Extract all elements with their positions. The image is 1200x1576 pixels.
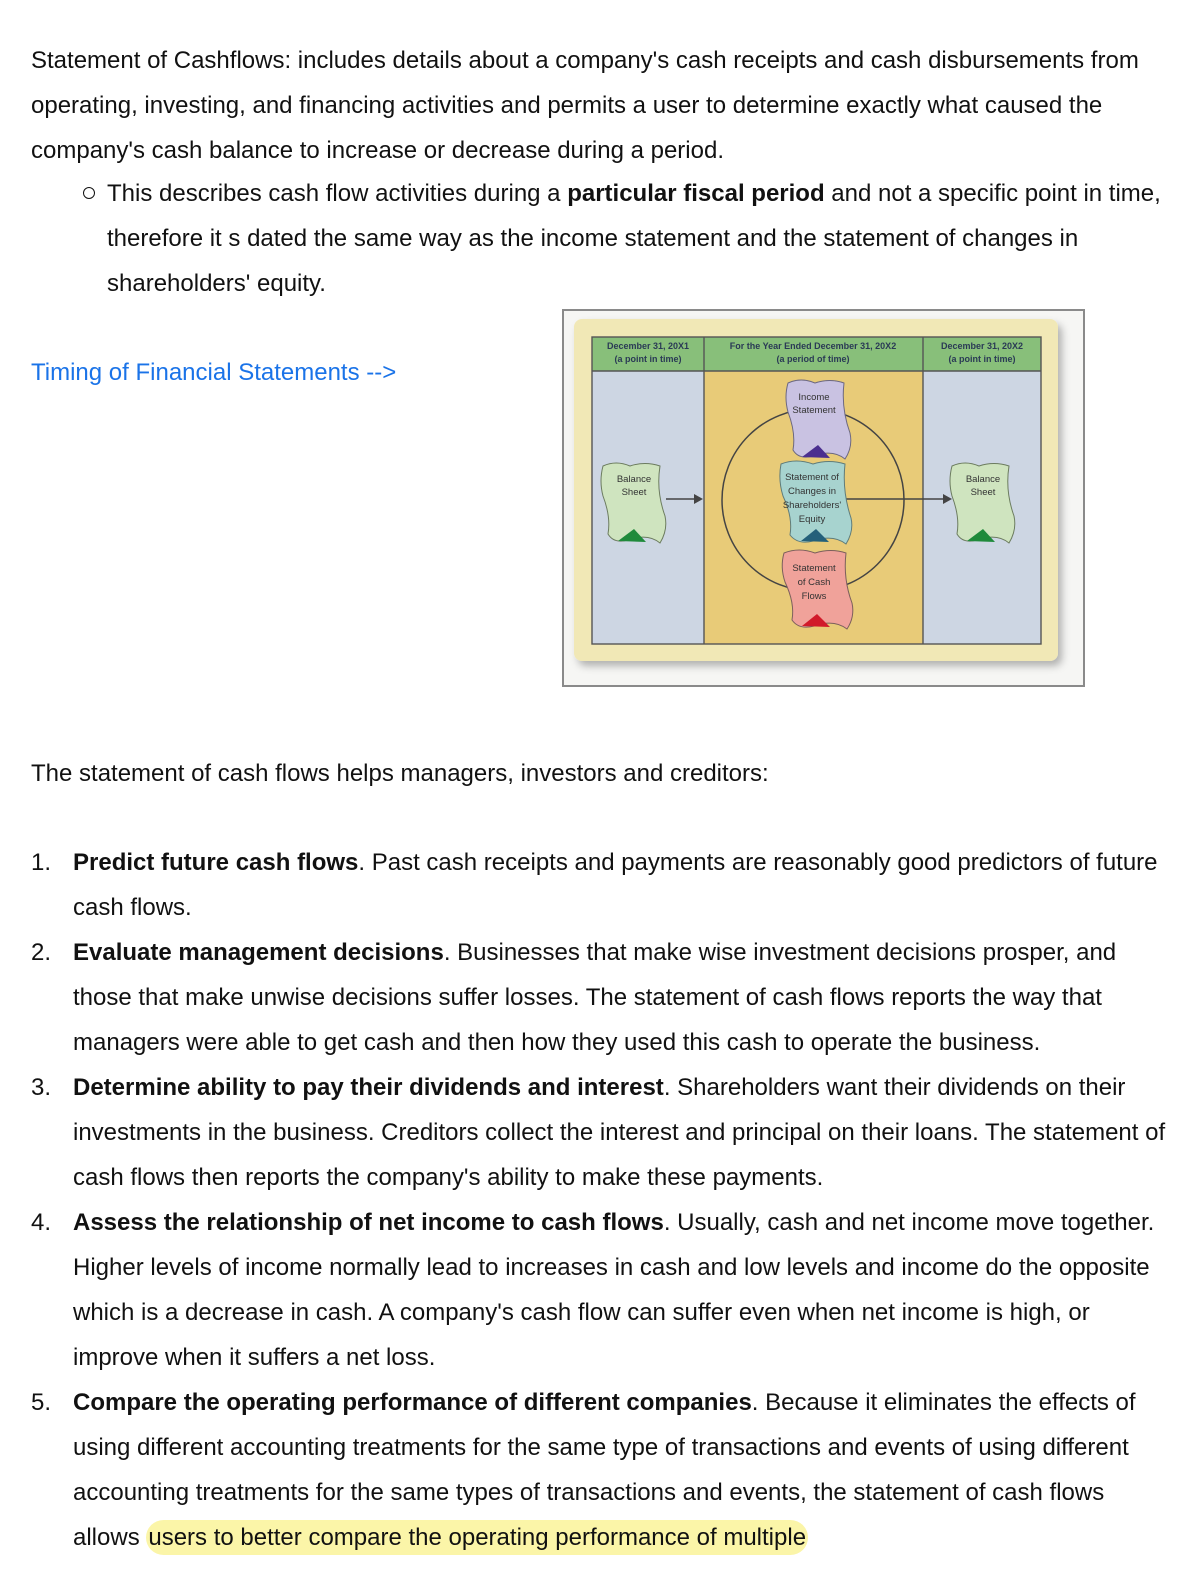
list-item-text: . Past cash receipts and payments are reasonably good predictors of future cash flows. [73, 849, 1158, 921]
list-item [31, 1380, 1171, 1560]
header-left-line2: (a point in time) [614, 354, 682, 364]
highlighted-text: users to better compare the operating performance of multiple [146, 1520, 808, 1555]
header-right-line2: (a point in time) [948, 354, 1016, 364]
cash-flows-line3: Flows [801, 591, 827, 602]
balance-sheet-right-doc [950, 463, 1015, 543]
changes-in-equity-line2: Changes in [787, 486, 837, 497]
benefits-list [31, 840, 1171, 1560]
list-item-number: 3. [31, 1074, 52, 1101]
header-middle-line1: For the Year Ended December 31, 20X2 [729, 341, 897, 351]
sub-bullet-item [107, 171, 1172, 306]
sub-bullet-text-before: This describes cash flow activities during a [107, 180, 568, 207]
list-item-heading: Compare the operating performance of different companies [73, 1389, 752, 1416]
header-left-line1: December 31, 20X1 [606, 341, 690, 351]
list-item-text: . Because it eliminates the effects of using different accounting treatments for the same type of transactions and events of using different accounting treatments for the same types of transactions and events, the statement of cash flows allows [73, 1389, 1136, 1551]
list-item-text: . Shareholders want their dividends on their investments in the business. Creditors collect the interest and principal on their loans. The statement of cash flows then reports the company's ability to make these payments. [73, 1074, 1166, 1191]
timing-of-financial-statements-link[interactable]: Timing of Financial Statements --> [31, 359, 397, 386]
list-item-number: 2. [31, 939, 52, 966]
balance-sheet-left-line1: Balance [616, 474, 652, 485]
list-item-number: 5. [31, 1389, 52, 1416]
balance-sheet-left-line2: Sheet [621, 487, 647, 498]
timing-diagram [564, 311, 1083, 685]
income-statement-doc [786, 380, 851, 459]
list-item [31, 1200, 1171, 1380]
intro-paragraph: Statement of Cashflows: includes details about a company's cash receipts and cash disbursements from operating, investing, and financing activities and permits a user to determine exactly what caused the company's cash balance to increase or decrease during a period. [31, 47, 1139, 164]
list-item [31, 1065, 1171, 1200]
header-right-line1: December 31, 20X2 [940, 341, 1024, 351]
list-item-text: . Businesses that make wise investment decisions prosper, and those that make unwise decisions suffer losses. The statement of cash flows reports the way that managers were able to get cash and then how they used this cash to operate the business. [73, 939, 1117, 1056]
timing-diagram-frame [562, 309, 1085, 687]
helps-intro-text: The statement of cash flows helps managers, investors and creditors: [31, 760, 769, 787]
changes-in-equity-line1: Statement of [785, 472, 839, 483]
income-statement-line2: Statement [792, 405, 836, 416]
sub-bullet-text-after: and not a specific point in time, therefore it s dated the same way as the income statement and the statement of changes in shareholders' equity. [107, 180, 1161, 297]
list-item-number: 4. [31, 1209, 52, 1236]
balance-sheet-right-line2: Sheet [970, 487, 996, 498]
list-item-heading: Assess the relationship of net income to cash flows [73, 1209, 664, 1236]
income-statement-line1: Income [798, 392, 830, 403]
list-item-number: 1. [31, 849, 52, 876]
cash-flows-doc [782, 550, 853, 629]
hollow-bullet-icon [83, 187, 95, 199]
balance-sheet-right-line1: Balance [965, 474, 1001, 485]
list-item-heading: Determine ability to pay their dividends and interest [73, 1074, 664, 1101]
changes-in-equity-doc [780, 461, 852, 544]
list-item [31, 840, 1171, 930]
list-item [31, 930, 1171, 1065]
cash-flows-line1: Statement [792, 563, 836, 574]
balance-sheet-left-doc [601, 463, 666, 543]
sub-bullet-bold: particular fiscal period [567, 180, 825, 207]
changes-in-equity-line3: Shareholders' [782, 500, 842, 511]
list-item-heading: Predict future cash flows [73, 849, 359, 876]
header-middle-line2: (a period of time) [776, 354, 850, 364]
cash-flows-line2: of Cash [797, 577, 831, 588]
list-item-text: . Usually, cash and net income move together. Higher levels of income normally lead to increases in cash and low levels and income do the opposite which is a decrease in cash. A company's cash flow can suffer even when net income is high, or improve when it suffers a net loss. [73, 1209, 1155, 1371]
list-item-heading: Evaluate management decisions [73, 939, 444, 966]
changes-in-equity-line4: Equity [798, 514, 826, 525]
